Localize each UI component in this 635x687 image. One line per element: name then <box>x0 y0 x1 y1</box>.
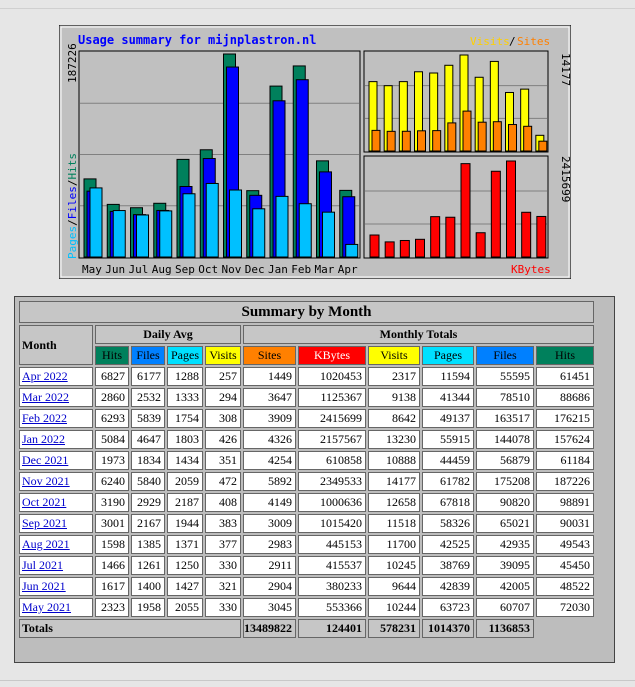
value-cell: 3647 <box>243 388 296 407</box>
kbytes-max-label: 2415699 <box>559 156 571 203</box>
value-cell: 44459 <box>422 451 474 470</box>
month-label-may: May <box>82 263 102 276</box>
table-row <box>19 556 594 575</box>
month-link[interactable]: Mar 2022 <box>22 390 69 404</box>
value-cell: 5084 <box>95 430 129 449</box>
value-cell: 3001 <box>95 514 129 533</box>
month-header: Month <box>19 325 93 365</box>
axis-sep2: / <box>66 179 79 187</box>
value-cell: 48522 <box>536 577 594 596</box>
bar-pages-sep <box>183 194 195 257</box>
value-cell: 49543 <box>536 535 594 554</box>
month-link[interactable]: Jan 2022 <box>22 432 65 446</box>
summary-table <box>17 299 596 640</box>
bar-kbytes-nov <box>461 164 470 257</box>
value-cell: 2904 <box>243 577 296 596</box>
value-cell: 175208 <box>476 472 534 491</box>
value-cell: 1434 <box>167 451 203 470</box>
month-cell <box>19 598 93 617</box>
bar-kbytes-aug <box>416 239 425 257</box>
value-cell: 163517 <box>476 409 534 428</box>
bar-kbytes-may <box>370 235 379 257</box>
value-cell: 61184 <box>536 451 594 470</box>
value-cell: 377 <box>205 535 241 554</box>
axis-files: Files <box>66 186 79 220</box>
monthly-col-hits: Hits <box>536 346 594 365</box>
daily-col-files: Files <box>131 346 165 365</box>
legend-sep: / <box>509 35 516 48</box>
value-cell: 2323 <box>95 598 129 617</box>
value-cell: 6177 <box>131 367 165 386</box>
bar-pages-may <box>90 188 102 257</box>
totals-files: 1014370 <box>422 619 474 638</box>
value-cell: 1598 <box>95 535 129 554</box>
value-cell: 10888 <box>368 451 420 470</box>
bar-kbytes-mar <box>522 212 531 257</box>
value-cell: 41344 <box>422 388 474 407</box>
bar-pages-jul <box>137 215 149 257</box>
value-cell: 2911 <box>243 556 296 575</box>
value-cell: 90820 <box>476 493 534 512</box>
value-cell: 1288 <box>167 367 203 386</box>
column-header-row <box>19 346 594 365</box>
month-cell <box>19 472 93 491</box>
value-cell: 1261 <box>131 556 165 575</box>
month-label-mar: Mar <box>314 263 335 276</box>
value-cell: 3190 <box>95 493 129 512</box>
month-label-aug: Aug <box>151 263 172 276</box>
value-cell: 1944 <box>167 514 203 533</box>
value-cell: 2929 <box>131 493 165 512</box>
month-link[interactable]: Oct 2021 <box>22 495 67 509</box>
value-cell: 42935 <box>476 535 534 554</box>
value-cell: 1754 <box>167 409 203 428</box>
bar-pages-dec <box>253 209 265 257</box>
value-cell: 6240 <box>95 472 129 491</box>
table-row <box>19 472 594 491</box>
totals-row <box>19 619 594 638</box>
value-cell: 2415699 <box>298 409 366 428</box>
value-cell: 294 <box>205 388 241 407</box>
value-cell: 383 <box>205 514 241 533</box>
value-cell: 2317 <box>368 367 420 386</box>
month-link[interactable]: Sep 2021 <box>22 516 67 530</box>
bar-sites-aug <box>418 131 426 151</box>
bar-pages-apr <box>346 244 358 257</box>
value-cell: 445153 <box>298 535 366 554</box>
month-cell <box>19 493 93 512</box>
totals-hits: 1136853 <box>476 619 534 638</box>
value-cell: 61782 <box>422 472 474 491</box>
month-cell <box>19 430 93 449</box>
bar-pages-oct <box>206 183 218 257</box>
value-cell: 10245 <box>368 556 420 575</box>
value-cell: 4647 <box>131 430 165 449</box>
value-cell: 14177 <box>368 472 420 491</box>
month-cell <box>19 577 93 596</box>
value-cell: 88686 <box>536 388 594 407</box>
month-cell <box>19 514 93 533</box>
month-cell <box>19 451 93 470</box>
monthly-col-kbytes: KBytes <box>298 346 366 365</box>
bar-kbytes-sep <box>431 217 440 257</box>
value-cell: 12658 <box>368 493 420 512</box>
table-row <box>19 598 594 617</box>
month-link[interactable]: May 2021 <box>22 600 71 614</box>
value-cell: 1020453 <box>298 367 366 386</box>
value-cell: 2157567 <box>298 430 366 449</box>
monthly-col-sites: Sites <box>243 346 296 365</box>
bar-kbytes-jan <box>491 171 500 257</box>
value-cell: 157624 <box>536 430 594 449</box>
value-cell: 1427 <box>167 577 203 596</box>
value-cell: 330 <box>205 556 241 575</box>
axis-sep1: / <box>66 219 79 226</box>
table-row <box>19 367 594 386</box>
month-label-apr: Apr <box>337 263 358 276</box>
value-cell: 4254 <box>243 451 296 470</box>
monthly-col-visits: Visits <box>368 346 420 365</box>
value-cell: 6827 <box>95 367 129 386</box>
bar-kbytes-jun <box>385 242 394 257</box>
month-label-dec: Dec <box>244 263 265 276</box>
chart-title: Usage summary for mijnplastron.nl <box>78 33 317 47</box>
left-max-label: 187226 <box>66 43 79 83</box>
value-cell: 1125367 <box>298 388 366 407</box>
value-cell: 10244 <box>368 598 420 617</box>
table-row <box>19 430 594 449</box>
bar-sites-jan <box>493 122 501 151</box>
bar-kbytes-jul <box>400 240 409 257</box>
month-link[interactable]: Jul 2021 <box>22 558 64 572</box>
legend-sites: Sites <box>517 35 551 48</box>
month-link[interactable]: Aug 2021 <box>22 537 70 551</box>
kbytes-label: KBytes <box>511 263 551 276</box>
table-row <box>19 493 594 512</box>
value-cell: 60707 <box>476 598 534 617</box>
value-cell: 63723 <box>422 598 474 617</box>
value-cell: 1015420 <box>298 514 366 533</box>
value-cell: 472 <box>205 472 241 491</box>
value-cell: 1973 <box>95 451 129 470</box>
value-cell: 11518 <box>368 514 420 533</box>
bar-pages-nov <box>230 190 242 257</box>
bar-sites-nov <box>463 111 471 151</box>
totals-visits: 124401 <box>298 619 366 638</box>
value-cell: 5839 <box>131 409 165 428</box>
bar-kbytes-dec <box>476 233 485 257</box>
value-cell: 321 <box>205 577 241 596</box>
value-cell: 67818 <box>422 493 474 512</box>
daily-col-hits: Hits <box>95 346 129 365</box>
value-cell: 1958 <box>131 598 165 617</box>
value-cell: 1466 <box>95 556 129 575</box>
value-cell: 11700 <box>368 535 420 554</box>
value-cell: 426 <box>205 430 241 449</box>
value-cell: 2167 <box>131 514 165 533</box>
value-cell: 2055 <box>167 598 203 617</box>
value-cell: 1834 <box>131 451 165 470</box>
daily-col-visits: Visits <box>205 346 241 365</box>
value-cell: 5892 <box>243 472 296 491</box>
bar-sites-oct <box>448 123 456 151</box>
value-cell: 72030 <box>536 598 594 617</box>
usage-chart <box>59 25 571 279</box>
bottom-rule <box>0 680 635 681</box>
value-cell: 8642 <box>368 409 420 428</box>
month-label-feb: Feb <box>291 263 312 276</box>
bar-sites-sep <box>433 131 441 151</box>
month-cell <box>19 409 93 428</box>
table-row <box>19 388 594 407</box>
bar-sites-feb <box>509 125 517 151</box>
bar-sites-jun <box>387 131 395 151</box>
bar-pages-aug <box>160 211 172 257</box>
totals-label: Totals <box>19 619 241 638</box>
summary-table-frame <box>14 296 615 663</box>
bar-pages-jun <box>113 211 125 257</box>
value-cell: 9644 <box>368 577 420 596</box>
table-row <box>19 451 594 470</box>
value-cell: 408 <box>205 493 241 512</box>
value-cell: 78510 <box>476 388 534 407</box>
value-cell: 42525 <box>422 535 474 554</box>
month-link[interactable]: Apr 2022 <box>22 369 68 383</box>
value-cell: 55595 <box>476 367 534 386</box>
month-cell <box>19 535 93 554</box>
month-link[interactable]: Feb 2022 <box>22 411 67 425</box>
value-cell: 2983 <box>243 535 296 554</box>
value-cell: 176215 <box>536 409 594 428</box>
value-cell: 415537 <box>298 556 366 575</box>
value-cell: 1333 <box>167 388 203 407</box>
month-label-nov: Nov <box>221 263 242 276</box>
bar-pages-mar <box>323 212 335 257</box>
value-cell: 257 <box>205 367 241 386</box>
value-cell: 187226 <box>536 472 594 491</box>
totals-kbytes: 13489822 <box>243 619 296 638</box>
value-cell: 65021 <box>476 514 534 533</box>
value-cell: 1385 <box>131 535 165 554</box>
table-row <box>19 535 594 554</box>
value-cell: 5840 <box>131 472 165 491</box>
value-cell: 9138 <box>368 388 420 407</box>
bar-sites-apr <box>539 141 547 151</box>
value-cell: 1400 <box>131 577 165 596</box>
month-label-jun: Jun <box>105 263 126 276</box>
month-link[interactable]: Jun 2021 <box>22 579 66 593</box>
value-cell: 553366 <box>298 598 366 617</box>
month-label-sep: Sep <box>175 263 195 276</box>
value-cell: 308 <box>205 409 241 428</box>
value-cell: 45450 <box>536 556 594 575</box>
axis-pages: Pages <box>66 225 79 259</box>
monthly-totals-header: Monthly Totals <box>243 325 594 344</box>
bar-kbytes-feb <box>507 161 516 257</box>
month-link[interactable]: Nov 2021 <box>22 474 70 488</box>
value-cell: 13230 <box>368 430 420 449</box>
value-cell: 58326 <box>422 514 474 533</box>
value-cell: 2860 <box>95 388 129 407</box>
value-cell: 380233 <box>298 577 366 596</box>
bar-sites-mar <box>524 126 532 151</box>
bar-pages-feb <box>299 204 311 257</box>
bar-kbytes-oct <box>446 217 455 257</box>
value-cell: 6293 <box>95 409 129 428</box>
monthly-col-files: Files <box>476 346 534 365</box>
visits-max-label: 14177 <box>559 53 571 87</box>
totals-pages: 578231 <box>368 619 420 638</box>
value-cell: 2059 <box>167 472 203 491</box>
value-cell: 90031 <box>536 514 594 533</box>
summary-title: Summary by Month <box>19 301 594 323</box>
value-cell: 1449 <box>243 367 296 386</box>
bar-pages-jan <box>276 196 288 257</box>
value-cell: 1000636 <box>298 493 366 512</box>
value-cell: 61451 <box>536 367 594 386</box>
value-cell: 2187 <box>167 493 203 512</box>
bar-sites-jul <box>402 131 410 151</box>
value-cell: 1250 <box>167 556 203 575</box>
bar-sites-may <box>372 130 380 151</box>
value-cell: 330 <box>205 598 241 617</box>
month-label-oct: Oct <box>198 263 219 276</box>
value-cell: 3909 <box>243 409 296 428</box>
bar-sites-dec <box>478 122 486 151</box>
value-cell: 2349533 <box>298 472 366 491</box>
value-cell: 3009 <box>243 514 296 533</box>
value-cell: 55915 <box>422 430 474 449</box>
month-cell <box>19 367 93 386</box>
month-label-jul: Jul <box>128 263 149 276</box>
month-cell <box>19 388 93 407</box>
value-cell: 351 <box>205 451 241 470</box>
daily-avg-header: Daily Avg <box>95 325 241 344</box>
value-cell: 1617 <box>95 577 129 596</box>
value-cell: 42839 <box>422 577 474 596</box>
value-cell: 3045 <box>243 598 296 617</box>
value-cell: 11594 <box>422 367 474 386</box>
value-cell: 1803 <box>167 430 203 449</box>
bar-kbytes-apr <box>537 216 546 257</box>
axis-hits: Hits <box>66 153 79 180</box>
value-cell: 56879 <box>476 451 534 470</box>
month-link[interactable]: Dec 2021 <box>22 453 69 467</box>
value-cell: 4326 <box>243 430 296 449</box>
value-cell: 2532 <box>131 388 165 407</box>
month-cell <box>19 556 93 575</box>
daily-col-pages: Pages <box>167 346 203 365</box>
value-cell: 42005 <box>476 577 534 596</box>
table-row <box>19 577 594 596</box>
value-cell: 38769 <box>422 556 474 575</box>
value-cell: 144078 <box>476 430 534 449</box>
value-cell: 1371 <box>167 535 203 554</box>
top-rule <box>0 8 635 9</box>
table-row <box>19 514 594 533</box>
value-cell: 610858 <box>298 451 366 470</box>
value-cell: 98891 <box>536 493 594 512</box>
left-axis-legend <box>66 153 79 259</box>
month-label-jan: Jan <box>268 263 288 276</box>
legend-visits: Visits <box>470 35 510 48</box>
value-cell: 49137 <box>422 409 474 428</box>
monthly-col-pages: Pages <box>422 346 474 365</box>
value-cell: 4149 <box>243 493 296 512</box>
value-cell: 39095 <box>476 556 534 575</box>
table-row <box>19 409 594 428</box>
